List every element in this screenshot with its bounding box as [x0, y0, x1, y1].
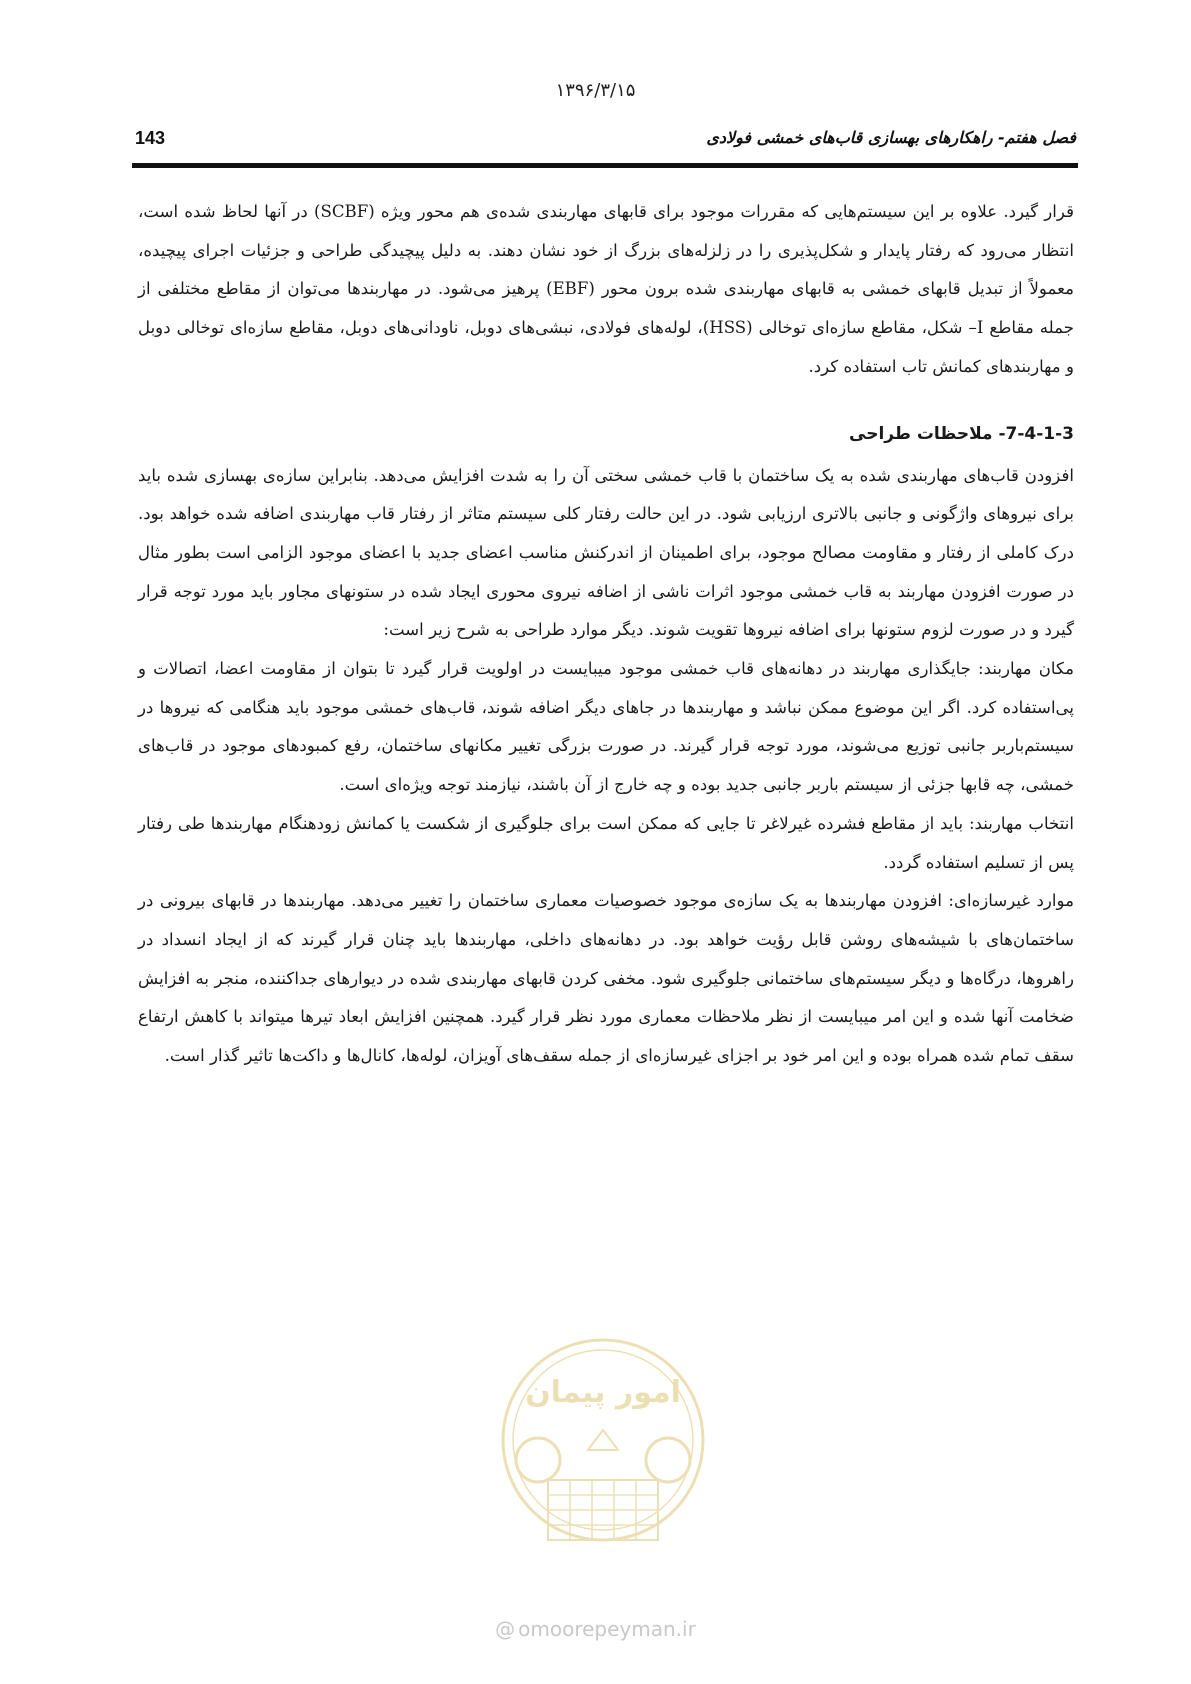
header-rule [132, 163, 1078, 168]
page-header [135, 128, 1076, 156]
paragraph-3: مکان مهاربند: جایگذاری مهاربند در دهانه‌های قاب خمشی موجود میبایست در اولویت قرار گیرد تا بتوان از مقاومت اعضا، اتصالات و پی‌استفاده کرد. اگر این موضوع ممکن نباشد و مهاربندها در جاهای دیگر اضافه شوند، قاب‌های خمشی موجود باید هنگامی که نیروها در سیستم‌باربر جانبی توزیع می‌شوند، مورد توجه قرار گیرند. در صورت بزرگی تغییر مکانهای ساختمان، رفع کمبودهای موجود در قاب‌های خمشی، چه قابها جزئی از سیستم باربر جانبی جدید بوده و چه خارج از آن باشند، نیازمند توجه ویژه‌ای است. [138, 659, 1074, 795]
watermark-site-text: omoorepeyman.ir [518, 1617, 696, 1641]
paragraph-1: قرار گیرد. علاوه بر این سیستم‌هایی که مقررات موجود برای قابهای مهاربندی شده‌ی هم محور ویژه (SCBF) در آنها لحاظ شده است، انتظار می‌رود که رفتار پایدار و شکل‌پذیری را در زلزله‌های بزرگ از خود نشان دهند. به دلیل پیچیدگی طراحی و جزئیات اجرای پیچیده، معمولاً از تبدیل قابهای خمشی به قابهای مهاربندی شده برون محور (EBF) پرهیز می‌شود. در مهاربندها می‌توان از مقاطع مختلفی از جمله مقاطع I– شکل، مقاطع سازه‌ای توخالی (HSS)، لوله‌های فولادی، نبشی‌های دوبل، ناودانی‌های دوبل، مقاطع سازه‌ای توخالی دوبل و مهاربندهای کمانش تاب استفاده کرد. [138, 202, 1074, 376]
page-number: 143 [135, 128, 166, 148]
document-date: ۱۳۹۶/۳/۱۵ [555, 80, 636, 101]
watermark-logo-icon [478, 1330, 728, 1560]
paragraph-2: افزودن قاب‌های مهاربندی شده به یک ساختمان با قاب خمشی سختی آن را به شدت افزایش می‌دهد. بنابراین سازه‌ی بهسازی شده باید برای نیروهای واژگونی و جانبی بالاتری ارزیابی شود. در این حالت رفتار کلی سیستم متاثر از رفتار قاب مهاربندی اضافه شده خواهد بود. درک کاملی از رفتار و مقاومت مصالح موجود، برای اطمینان از اندرکنش مناسب اعضای جدید با اعضای موجود الزامی است بطور مثال در صورت افزودن مهاربند به قاب خمشی موجود اثرات ناشی از اضافه نیروی محوری ایجاد شده در ستونهای مجاور باید مورد توجه قرار گیرد و در صورت لزوم ستونها برای اضافه نیروها تقویت شوند. دیگر موارد طراحی به شرح زیر است: [138, 465, 1074, 640]
chapter-title: فصل هفتم- راهکارهای بهسازی قاب‌های خمشی فولادی [706, 128, 1076, 147]
watermark-logo-text: امور پیمان [525, 1375, 681, 1410]
paragraph-5: موارد غیرسازه‌ای: افزودن مهاربندها به یک سازه‌ی موجود خصوصیات معماری ساختمان را تغییر می‌دهد. مهاربندها در قابهای بیرونی در ساختمان‌های با شیشه‌های روشن قابل رؤیت خواهد بود. در دهانه‌های داخلی، مهاربندها باید چنان قرار گیرند که از ایجاد انسداد در راهروها، درگاه‌ها و دیگر سیستم‌های ساختمانی جلوگیری شود. مخفی کردن قابهای مهاربندی شده در دیوارهای جداکننده، منجر به افزایش ضخامت آنها شده و این امر میبایست از نظر ملاحظات معماری مورد نظر قرار گیرد. همچنین افزایش ابعاد تیرها میتواند با کاهش ارتفاع سقف تمام شده همراه بوده و این امر خود بر اجزای غیرسازه‌ای از جمله سقف‌های آویزان، لوله‌ها، کانال‌ها و داکت‌ها تاثیر گذار است. [138, 891, 1074, 1066]
page-body [138, 193, 1074, 1076]
at-sign-icon: @ [495, 1617, 516, 1641]
watermark-site [0, 1617, 1191, 1641]
section-heading: 7-4-1-3- ملاحظات طراحی [849, 423, 1074, 444]
paragraph-4: انتخاب مهاربند: باید از مقاطع فشرده غیرلاغر تا جایی که ممکن است برای جلوگیری از شکست یا کمانش زودهنگام مهاربندها طی رفتار پس از تسلیم استفاده گردد. [138, 813, 1074, 872]
